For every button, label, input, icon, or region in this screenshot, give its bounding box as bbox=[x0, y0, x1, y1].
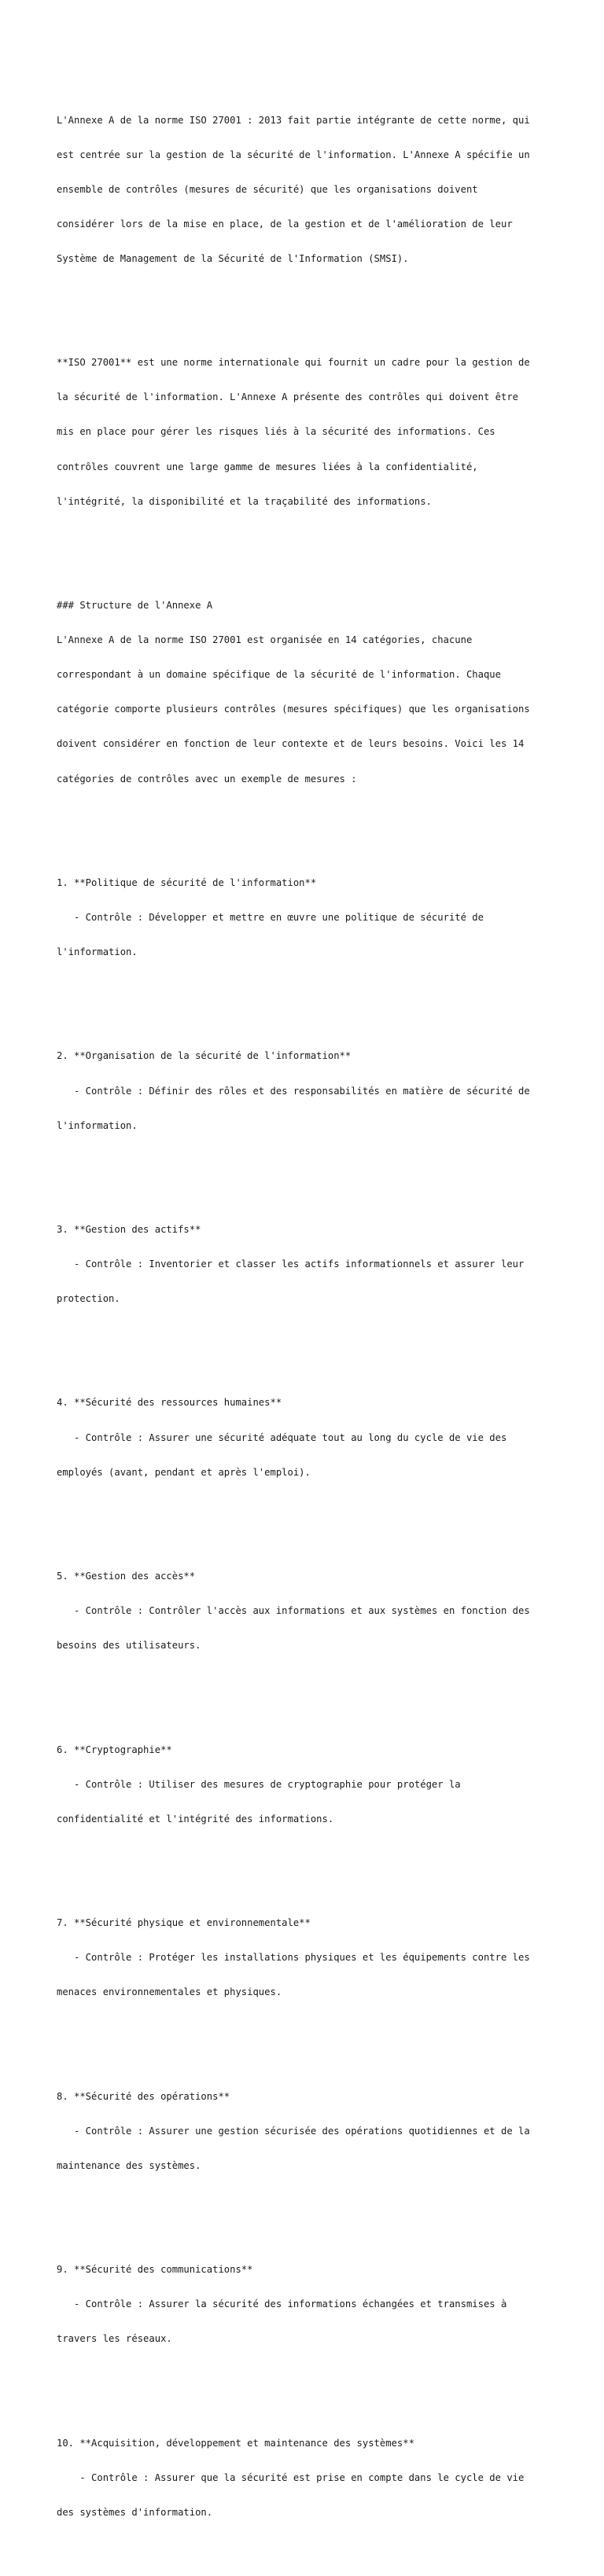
list-item-control: des systèmes d'information. bbox=[57, 2506, 213, 2518]
list-item-control: menaces environnementales et physiques. bbox=[57, 1986, 282, 1998]
text-line: L'Annexe A de la norme ISO 27001 : 2013 fait partie intégrante de cette norme, qui bbox=[57, 114, 530, 126]
list-item bbox=[57, 1548, 547, 1675]
list-item-control: - Contrôle : Inventorier et classer les actifs informationnels et assurer leur bbox=[57, 1259, 525, 1270]
list-item bbox=[57, 854, 547, 981]
text-line: L'Annexe A de la norme ISO 27001 est organisée en 14 catégories, chacune bbox=[57, 634, 473, 646]
list-item-title: 7. **Sécurité physique et environnementale** bbox=[57, 1917, 311, 1929]
list-item-control: - Contrôle : Assurer que la sécurité est prise en compte dans le cycle de vie bbox=[57, 2471, 525, 2483]
text-line: est centrée sur la gestion de la sécurité de l'information. L'Annexe A spécifie un bbox=[57, 149, 530, 160]
list-item-control: l'information. bbox=[57, 1119, 138, 1131]
text-line: correspondant à un domaine spécifique de la sécurité de l'information. Chaque bbox=[57, 669, 501, 681]
list-item-title: 5. **Gestion des accès** bbox=[57, 1571, 196, 1582]
list-item-title: 10. **Acquisition, développement et maintenance des systèmes** bbox=[57, 2437, 414, 2449]
list-item bbox=[57, 2067, 547, 2195]
list-item-control: maintenance des systèmes. bbox=[57, 2159, 201, 2171]
list-item-title: 8. **Sécurité des opérations** bbox=[57, 2090, 230, 2102]
list-item-control: l'information. bbox=[57, 946, 138, 958]
list-item-title: 4. **Sécurité des ressources humaines** bbox=[57, 1397, 282, 1409]
list-item-title: 3. **Gestion des actifs** bbox=[57, 1223, 201, 1235]
list-item bbox=[57, 1721, 547, 1848]
text-line: Système de Management de la Sécurité de l'Information (SMSI). bbox=[57, 252, 409, 264]
text-line: doivent considérer en fonction de leur contexte et de leurs besoins. Voici les 14 bbox=[57, 738, 525, 750]
list-item-control: - Contrôle : Protéger les installations physiques et les équipements contre les bbox=[57, 1952, 530, 1964]
list-item-control: besoins des utilisateurs. bbox=[57, 1640, 201, 1652]
list-item-control: - Contrôle : Définir des rôles et des responsabilités en matière de sécurité de bbox=[57, 1085, 530, 1097]
list-item-control: - Contrôle : Assurer la sécurité des informations échangées et transmises à bbox=[57, 2299, 507, 2310]
text-line: considérer lors de la mise en place, de la gestion et de l'amélioration de leur bbox=[57, 218, 513, 230]
text-line: la sécurité de l'information. L'Annexe A présente des contrôles qui doivent être bbox=[57, 391, 518, 403]
text-line: l'intégrité, la disponibilité et la traçabilité des informations. bbox=[57, 495, 432, 507]
iso-paragraph bbox=[57, 334, 547, 531]
document-page bbox=[57, 57, 547, 2576]
text-line: ensemble de contrôles (mesures de sécurité) que les organisations doivent bbox=[57, 183, 478, 195]
list-item-title: 6. **Cryptographie** bbox=[57, 1744, 172, 1755]
list-item bbox=[57, 2414, 547, 2541]
list-item-control: protection. bbox=[57, 1293, 120, 1305]
text-line: contrôles couvrent une large gamme de mesures liées à la confidentialité, bbox=[57, 461, 478, 472]
list-item-control: travers les réseaux. bbox=[57, 2333, 172, 2345]
text-line: catégorie comporte plusieurs contrôles (mesures spécifiques) que les organisations bbox=[57, 704, 530, 715]
list-item bbox=[57, 1201, 547, 1328]
list-item-control: - Contrôle : Assurer une sécurité adéquate tout au long du cycle de vie des bbox=[57, 1431, 507, 1443]
section-heading: ### Structure de l'Annexe A bbox=[57, 600, 213, 612]
list-item-control: employés (avant, pendant et après l'emploi). bbox=[57, 1466, 311, 1478]
list-item bbox=[57, 1894, 547, 2022]
list-item bbox=[57, 2241, 547, 2368]
text-line: **ISO 27001** est une norme internationale qui fournit un cadre pour la gestion de bbox=[57, 357, 530, 369]
intro-paragraph bbox=[57, 91, 547, 288]
list-item-title: 9. **Sécurité des communications** bbox=[57, 2264, 253, 2276]
list-item-title: 1. **Politique de sécurité de l'information** bbox=[57, 876, 317, 888]
list-item-control: confidentialité et l'intégrité des informations. bbox=[57, 1813, 334, 1825]
text-line: catégories de contrôles avec un exemple de mesures : bbox=[57, 773, 357, 785]
list-item-control: - Contrôle : Assurer une gestion sécurisée des opérations quotidiennes et de la bbox=[57, 2125, 530, 2137]
list-item-control: - Contrôle : Développer et mettre en œuvre une politique de sécurité de bbox=[57, 911, 484, 923]
structure-section bbox=[57, 577, 547, 808]
list-item bbox=[57, 1027, 547, 1155]
list-item-control: - Contrôle : Utiliser des mesures de cryptographie pour protéger la bbox=[57, 1778, 461, 1790]
text-line: mis en place pour gérer les risques liés à la sécurité des informations. Ces bbox=[57, 426, 495, 438]
list-item-control: - Contrôle : Contrôler l'accès aux informations et aux systèmes en fonction des bbox=[57, 1605, 530, 1617]
list-item bbox=[57, 1374, 547, 1501]
list-item-title: 2. **Organisation de la sécurité de l'information** bbox=[57, 1050, 352, 1062]
